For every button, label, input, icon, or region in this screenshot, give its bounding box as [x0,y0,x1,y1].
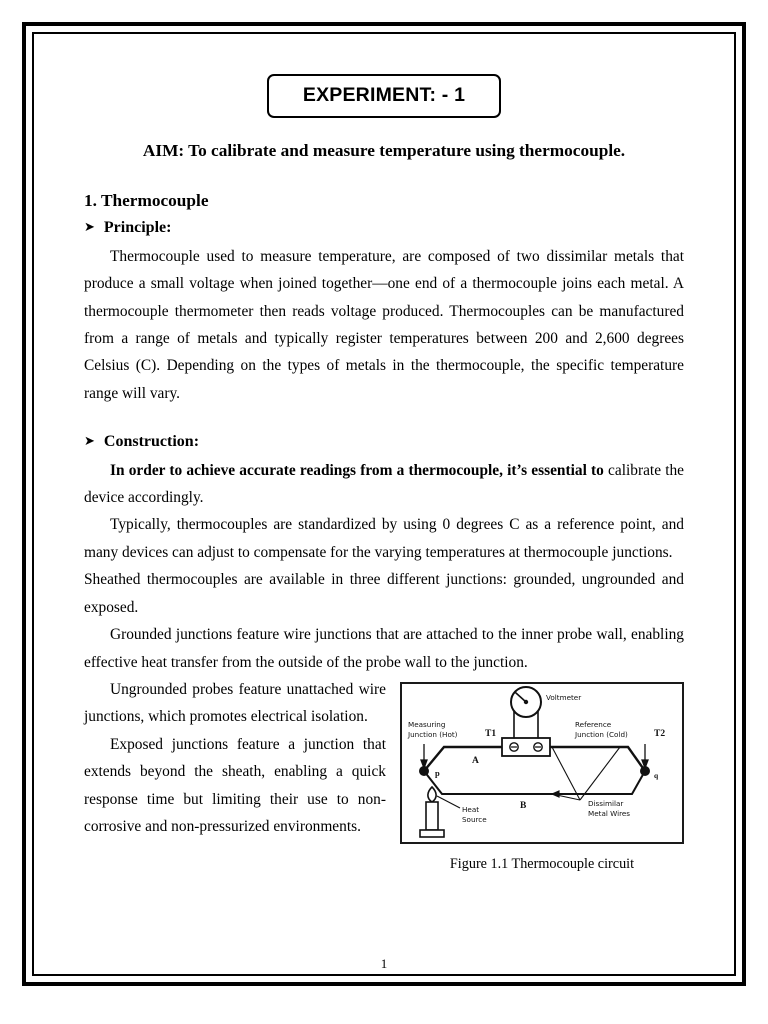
principle-paragraph: Thermocouple used to measure temperature, are composed of two dissimilar metals that produce a small voltage when joined together—one end of a thermocouple joins each metal. A thermocouple thermometer then reads voltage produced. Thermocouples can be manufactured from a range of metals and typically register temperatures between 200 and 2,600 degrees Celsius (C). Depending on the types of metals in the thermocouple, the specific temperature range will vary. [84,247,684,402]
arrow-bullet-icon: ➤ [84,434,95,450]
subheading-principle [84,217,684,239]
label-voltmeter: Voltmeter [546,692,582,702]
aim-statement: AIM: To calibrate and measure temperature using thermocouple. [142,141,626,161]
label-measuring-junction-2: Junction (Hot) [408,729,458,739]
label-measuring-junction-1: Measuring [408,719,446,729]
figure-block [400,682,684,873]
label-t1: T1 [485,728,497,739]
label-dissimilar-1: Dissimilar [588,798,624,808]
subheading-construction-label: Construction: [103,433,200,451]
experiment-title-wrapper [84,74,684,118]
construction-paragraph-4: Grounded junctions feature wire junctions that are attached to the inner probe wall, enabling effective heat transfer from the outside of the probe wall to the junction. [84,626,684,671]
construction-paragraph-5: Ungrounded probes feature unattached wire junctions, which promotes electrical isolation. [84,680,386,726]
figure-thermocouple-circuit [400,682,684,844]
figure-caption: Figure 1.1 Thermocouple circuit [449,855,635,872]
label-wire-a: A [472,755,479,766]
construction-paragraph-6: Exposed junctions feature a junction that extends beyond the sheath, enabling a quick response time but limiting their use to non-corrosive and non-pressurized environments. [84,735,386,836]
arrow-bullet-icon: ➤ [84,220,95,236]
construction-paragraph-2: Typically, thermocouples are standardized by using 0 degrees C as a reference point, and many devices can adjust to compensate for the varying temperatures at thermocouple junctions. [84,516,684,561]
label-node-q: q [654,770,659,780]
construction-paragraph-1-bold: In order to achieve accurate readings from a thermocouple, it’s essential to [110,461,609,479]
label-reference-junction-1: Reference [575,719,612,729]
thermocouple-circuit-svg [402,684,682,842]
label-dissimilar-2: Metal Wires [588,808,631,818]
page-content [84,62,684,952]
page-number: 1 [380,956,388,971]
label-heat-source-2: Source [462,814,487,824]
experiment-title-box: EXPERIMENT: - 1 [267,74,501,118]
construction-paragraph-1-rest: calibrate the device accordingly. [84,461,685,506]
label-node-p: p [435,767,440,778]
construction-paragraph-1 [84,457,684,512]
label-heat-source-1: Heat [462,804,480,814]
subheading-construction [84,431,684,453]
construction-paragraph-3: Sheathed thermocouples are available in three different junctions: grounded, ungrounded and exposed. [84,571,684,616]
label-reference-junction-2: Junction (Cold) [575,729,628,739]
page-border-frame [22,22,746,986]
label-wire-b: B [520,800,527,811]
subheading-principle-label: Principle: [103,219,172,237]
section-heading-thermocouple: 1. Thermocouple [84,190,209,210]
label-t2: T2 [654,728,666,739]
